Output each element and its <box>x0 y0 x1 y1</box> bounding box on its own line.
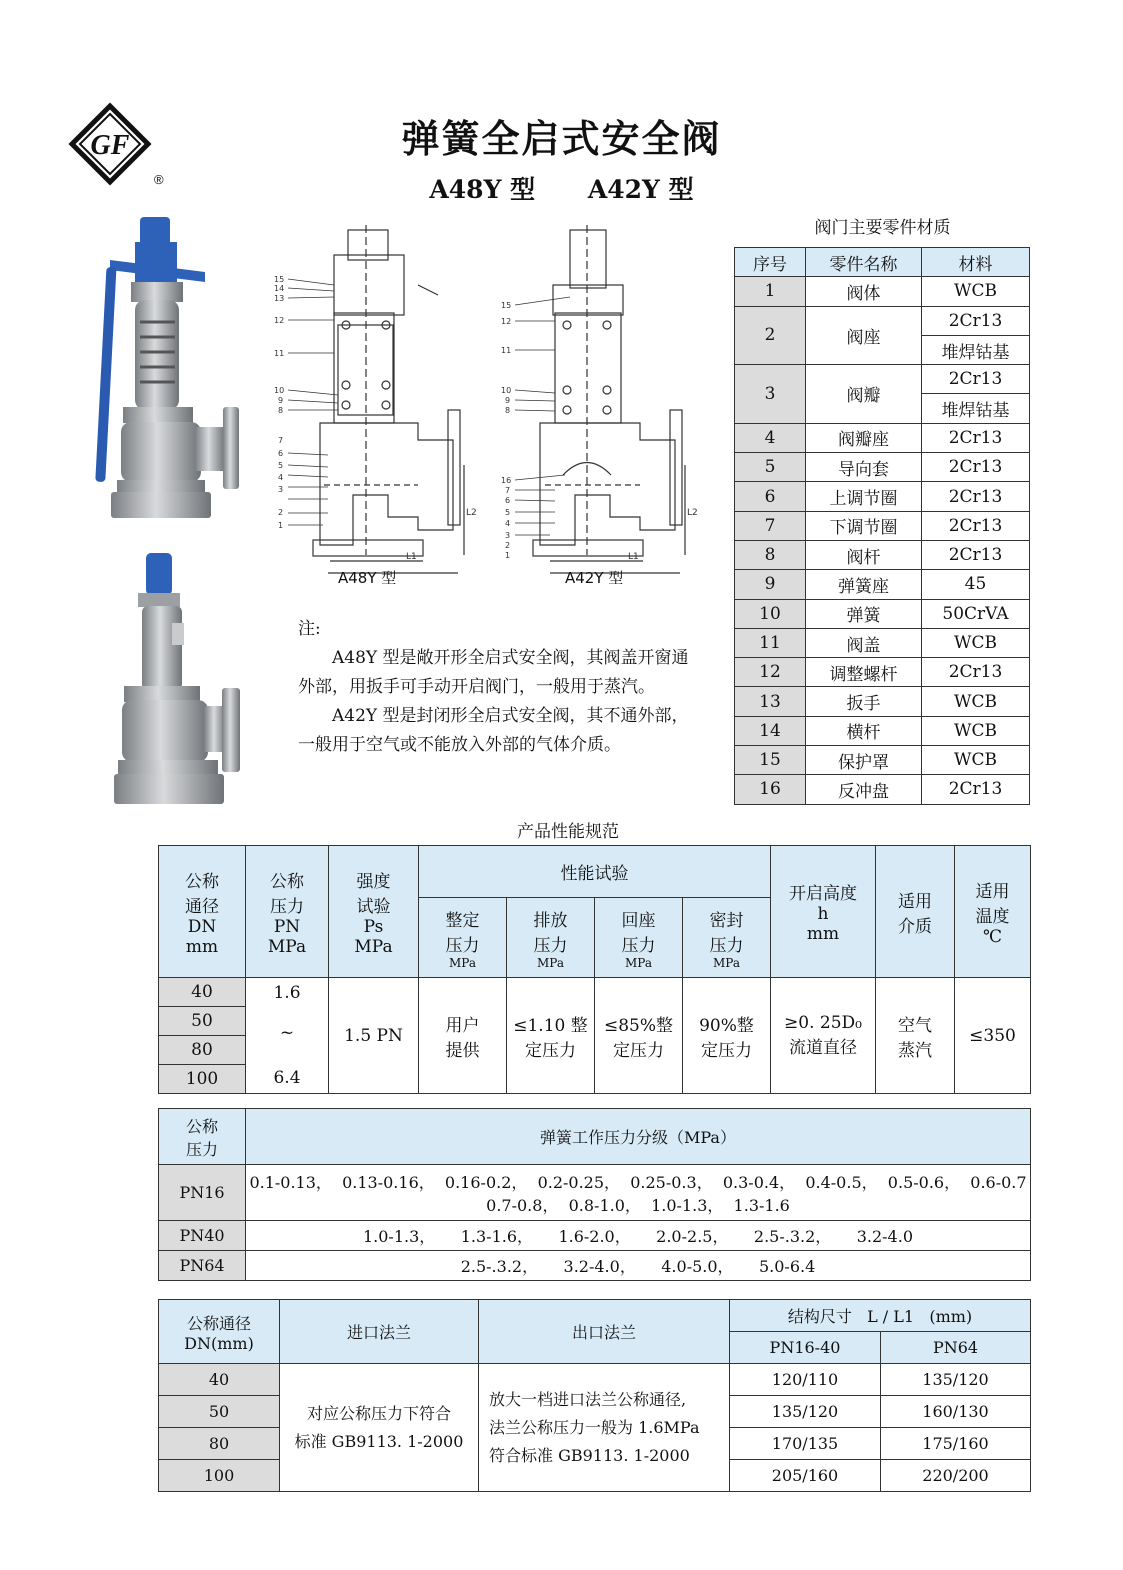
head-reseat-pressure: 回座 压力 MPa <box>595 898 683 978</box>
material-cell: 2Cr13 <box>922 658 1030 687</box>
medium-cell: 空气 蒸汽 <box>876 978 955 1094</box>
material-cell: WCB <box>922 687 1030 716</box>
part-no-cell: 1 <box>735 277 806 306</box>
dim-pn16-40-cell: 170/135 <box>730 1428 881 1460</box>
part-no-cell: 7 <box>735 511 806 540</box>
materials-caption: 阀门主要零件材质 <box>814 218 951 238</box>
materials-table <box>734 247 1030 805</box>
spring-pn-cell: PN40 <box>159 1221 246 1251</box>
dim-pn16-40-cell: 135/120 <box>730 1396 881 1428</box>
part-no-cell: 8 <box>735 540 806 569</box>
model-a-label: A48Y 型 <box>429 175 536 204</box>
notes-a48y: A48Y 型是敞开形全启式安全阀，其阀盖开窗通外部，用扳手可手动开启阀门，一般用于蒸汽。 <box>298 648 689 697</box>
material-row <box>735 775 1030 804</box>
material-cell: 2Cr13 <box>922 306 1030 335</box>
head-inlet: 进口法兰 <box>280 1300 479 1364</box>
svg-text:11: 11 <box>274 349 285 358</box>
col-part-name: 零件名称 <box>806 248 922 277</box>
part-name-cell: 横杆 <box>806 716 922 745</box>
spring-pn-cell: PN64 <box>159 1251 246 1281</box>
part-name-cell: 阀盖 <box>806 628 922 657</box>
col-material: 材料 <box>922 248 1030 277</box>
material-cell: 45 <box>922 570 1030 599</box>
svg-text:8: 8 <box>505 406 511 415</box>
svg-text:9: 9 <box>278 396 284 405</box>
dn-cell: 40 <box>159 978 246 1007</box>
head-dim-dn: 公称通径 DN(mm) <box>159 1300 280 1364</box>
spring-pressure-table <box>158 1108 1031 1281</box>
part-name-cell: 阀体 <box>806 277 922 306</box>
lift-cell: ≥0. 25D₀ 流道直径 <box>771 978 876 1094</box>
material-cell: 2Cr13 <box>922 540 1030 569</box>
material-row <box>735 746 1030 775</box>
svg-text:4: 4 <box>278 473 284 482</box>
part-no-cell: 6 <box>735 482 806 511</box>
material-row <box>735 511 1030 540</box>
part-no-cell: 3 <box>735 365 806 424</box>
material-cell: 2Cr13 <box>922 775 1030 804</box>
part-no-cell: 10 <box>735 599 806 628</box>
head-seal-pressure: 密封 压力 MPa <box>683 898 771 978</box>
svg-text:7: 7 <box>505 486 511 495</box>
material-row <box>735 716 1030 745</box>
head-lift: 开启高度 h mm <box>771 846 876 978</box>
spring-range-cell: 2.5-.3.2， 3.2-4.0， 4.0-5.0， 5.0-6.4 <box>246 1251 1031 1281</box>
head-performance-test: 性能试验 <box>419 846 771 898</box>
dim-dn-cell: 100 <box>159 1460 280 1492</box>
valve-photo-a48y <box>95 212 255 527</box>
part-name-cell: 扳手 <box>806 687 922 716</box>
part-name-cell: 上调节圈 <box>806 482 922 511</box>
material-cell: 2Cr13 <box>922 365 1030 394</box>
spring-range-cell: 1.0-1.3， 1.3-1.6， 1.6-2.0， 2.0-2.5， 2.5-.3.2， 3.2-4.0 <box>246 1221 1031 1251</box>
material-cell: WCB <box>922 716 1030 745</box>
part-no-cell: 5 <box>735 453 806 482</box>
dim-pn64-cell: 160/130 <box>881 1396 1031 1428</box>
reseat-cell: ≤85%整 定压力 <box>595 978 683 1094</box>
material-cell: 堆焊钴基 <box>922 335 1030 364</box>
svg-text:11: 11 <box>501 346 512 355</box>
head-temp: 适用 温度 ℃ <box>955 846 1031 978</box>
drawing-a42y <box>495 225 698 590</box>
part-no-cell: 16 <box>735 775 806 804</box>
dim-pn64-cell: 135/120 <box>881 1364 1031 1396</box>
material-row <box>735 687 1030 716</box>
material-row <box>735 423 1030 452</box>
part-no-cell: 15 <box>735 746 806 775</box>
svg-text:10: 10 <box>501 386 512 395</box>
part-no-cell: 12 <box>735 658 806 687</box>
svg-text:7: 7 <box>278 436 284 445</box>
dn-cell: 100 <box>159 1065 246 1094</box>
performance-caption: 产品性能规范 <box>517 822 619 842</box>
svg-text:2: 2 <box>505 541 511 550</box>
part-name-cell: 导向套 <box>806 453 922 482</box>
svg-text:15: 15 <box>501 301 512 310</box>
part-name-cell: 保护罩 <box>806 746 922 775</box>
svg-text:2: 2 <box>278 508 284 517</box>
material-cell: 2Cr13 <box>922 423 1030 452</box>
dim-l2-b: L2 <box>687 508 698 518</box>
head-spring-pn: 公称 压力 <box>159 1109 246 1165</box>
logo-text: GF <box>90 130 130 161</box>
outlet-text-cell: 放大一档进口法兰公称通径, 法兰公称压力一般为 1.6MPa 符合标准 GB9113. 1-2000 <box>479 1364 730 1492</box>
material-row <box>735 599 1030 628</box>
svg-text:5: 5 <box>278 461 284 470</box>
svg-text:5: 5 <box>505 508 511 517</box>
performance-table <box>158 845 1031 1094</box>
head-discharge-pressure: 排放 压力 MPa <box>507 898 595 978</box>
svg-text:6: 6 <box>278 449 284 458</box>
part-name-cell: 弹簧 <box>806 599 922 628</box>
part-name-cell: 阀座 <box>806 306 922 365</box>
temp-cell: ≤350 <box>955 978 1031 1094</box>
head-outlet: 出口法兰 <box>479 1300 730 1364</box>
material-cell: 2Cr13 <box>922 482 1030 511</box>
part-numbers-a48y <box>274 275 477 562</box>
material-cell: WCB <box>922 277 1030 306</box>
pn-range-cell: 1.6 ~ 6.4 <box>246 978 329 1094</box>
dimension-table <box>158 1299 1031 1492</box>
part-name-cell: 下调节圈 <box>806 511 922 540</box>
dim-dn-cell: 80 <box>159 1428 280 1460</box>
part-no-cell: 14 <box>735 716 806 745</box>
model-subtitle <box>0 170 1123 206</box>
part-no-cell: 9 <box>735 570 806 599</box>
page-title: 弹簧全启式安全阀 <box>401 116 722 161</box>
dim-pn64-cell: 220/200 <box>881 1460 1031 1492</box>
svg-text:15: 15 <box>274 275 285 284</box>
svg-text:1: 1 <box>278 521 284 530</box>
part-name-cell: 阀杆 <box>806 540 922 569</box>
part-name-cell: 反冲盘 <box>806 775 922 804</box>
model-b-label: A42Y 型 <box>587 175 694 204</box>
material-cell: 2Cr13 <box>922 511 1030 540</box>
dim-dn-cell: 50 <box>159 1396 280 1428</box>
head-dn: 公称 通径 DN mm <box>159 846 246 978</box>
svg-text:16: 16 <box>501 476 512 485</box>
set-pressure-cell: 用户 提供 <box>419 978 507 1094</box>
dn-cell: 50 <box>159 1007 246 1036</box>
material-cell: 2Cr13 <box>922 453 1030 482</box>
material-row <box>735 482 1030 511</box>
drawing-label-a48y: A48Y 型 <box>338 569 397 587</box>
material-row <box>735 306 1030 335</box>
head-pn16-40: PN16-40 <box>730 1332 881 1364</box>
drawing-a48y <box>268 225 478 590</box>
head-size: 结构尺寸 L / L1 (mm) <box>730 1300 1031 1332</box>
dim-dn-cell: 40 <box>159 1364 280 1396</box>
svg-text:8: 8 <box>278 406 284 415</box>
head-spring-range: 弹簧工作压力分级（MPa） <box>246 1109 1031 1165</box>
part-no-cell: 2 <box>735 306 806 365</box>
valve-photo-a42y <box>110 548 245 813</box>
material-row <box>735 570 1030 599</box>
discharge-cell: ≤1.10 整 定压力 <box>507 978 595 1094</box>
head-ps: 强度 试验 Ps MPa <box>329 846 419 978</box>
svg-text:12: 12 <box>274 316 285 325</box>
svg-text:6: 6 <box>505 496 511 505</box>
spring-pn-cell: PN16 <box>159 1165 246 1221</box>
material-row <box>735 658 1030 687</box>
svg-text:14: 14 <box>274 284 285 293</box>
dim-pn16-40-cell: 205/160 <box>730 1460 881 1492</box>
part-no-cell: 4 <box>735 423 806 452</box>
head-pn64: PN64 <box>881 1332 1031 1364</box>
material-row <box>735 365 1030 394</box>
head-set-pressure: 整定 压力 MPa <box>419 898 507 978</box>
material-cell: 50CrVA <box>922 599 1030 628</box>
col-no: 序号 <box>735 248 806 277</box>
material-cell: WCB <box>922 628 1030 657</box>
seal-cell: 90%整 定压力 <box>683 978 771 1094</box>
dn-cell: 80 <box>159 1036 246 1065</box>
svg-text:9: 9 <box>505 396 511 405</box>
svg-text:4: 4 <box>505 519 511 528</box>
svg-text:10: 10 <box>274 386 285 395</box>
notes <box>298 615 693 760</box>
svg-text:3: 3 <box>278 485 284 494</box>
svg-text:1: 1 <box>505 551 511 560</box>
part-no-cell: 11 <box>735 628 806 657</box>
head-medium: 适用 介质 <box>876 846 955 978</box>
registered-mark: ® <box>154 172 164 187</box>
material-cell: WCB <box>922 746 1030 775</box>
svg-text:3: 3 <box>505 531 511 540</box>
spring-range-cell: 0.1-0.13， 0.13-0.16， 0.16-0.2， 0.2-0.25， 0.25-0.3， 0.3-0.4， 0.4-0.5， 0.5-0.6， 0.6-0.7 0.7-0.8， 0.8-1.0， 1.0-1.3， 1.3-1.6 <box>246 1165 1031 1221</box>
head-pn: 公称 压力 PN MPa <box>246 846 329 978</box>
part-name-cell: 阀瓣 <box>806 365 922 424</box>
dim-pn16-40-cell: 120/110 <box>730 1364 881 1396</box>
notes-a42y: A42Y 型是封闭形全启式安全阀，其不通外部，一般用于空气或不能放入外部的气体介质。 <box>298 706 689 755</box>
inlet-text-cell: 对应公称压力下符合 标准 GB9113. 1-2000 <box>280 1364 479 1492</box>
material-row <box>735 540 1030 569</box>
material-row <box>735 277 1030 306</box>
material-row <box>735 453 1030 482</box>
notes-heading: 注: <box>298 619 321 639</box>
svg-text:13: 13 <box>274 294 285 303</box>
dim-pn64-cell: 175/160 <box>881 1428 1031 1460</box>
ps-cell: 1.5 PN <box>329 978 419 1094</box>
part-name-cell: 阀瓣座 <box>806 423 922 452</box>
part-name-cell: 调整螺杆 <box>806 658 922 687</box>
part-no-cell: 13 <box>735 687 806 716</box>
svg-text:12: 12 <box>501 317 512 326</box>
material-cell: 堆焊钴基 <box>922 394 1030 423</box>
dim-l1-b: L1 <box>628 552 639 562</box>
dim-l1-a: L1 <box>406 552 417 562</box>
material-row <box>735 628 1030 657</box>
part-name-cell: 弹簧座 <box>806 570 922 599</box>
drawing-label-a42y: A42Y 型 <box>565 569 624 587</box>
dim-l2-a: L2 <box>466 508 477 518</box>
